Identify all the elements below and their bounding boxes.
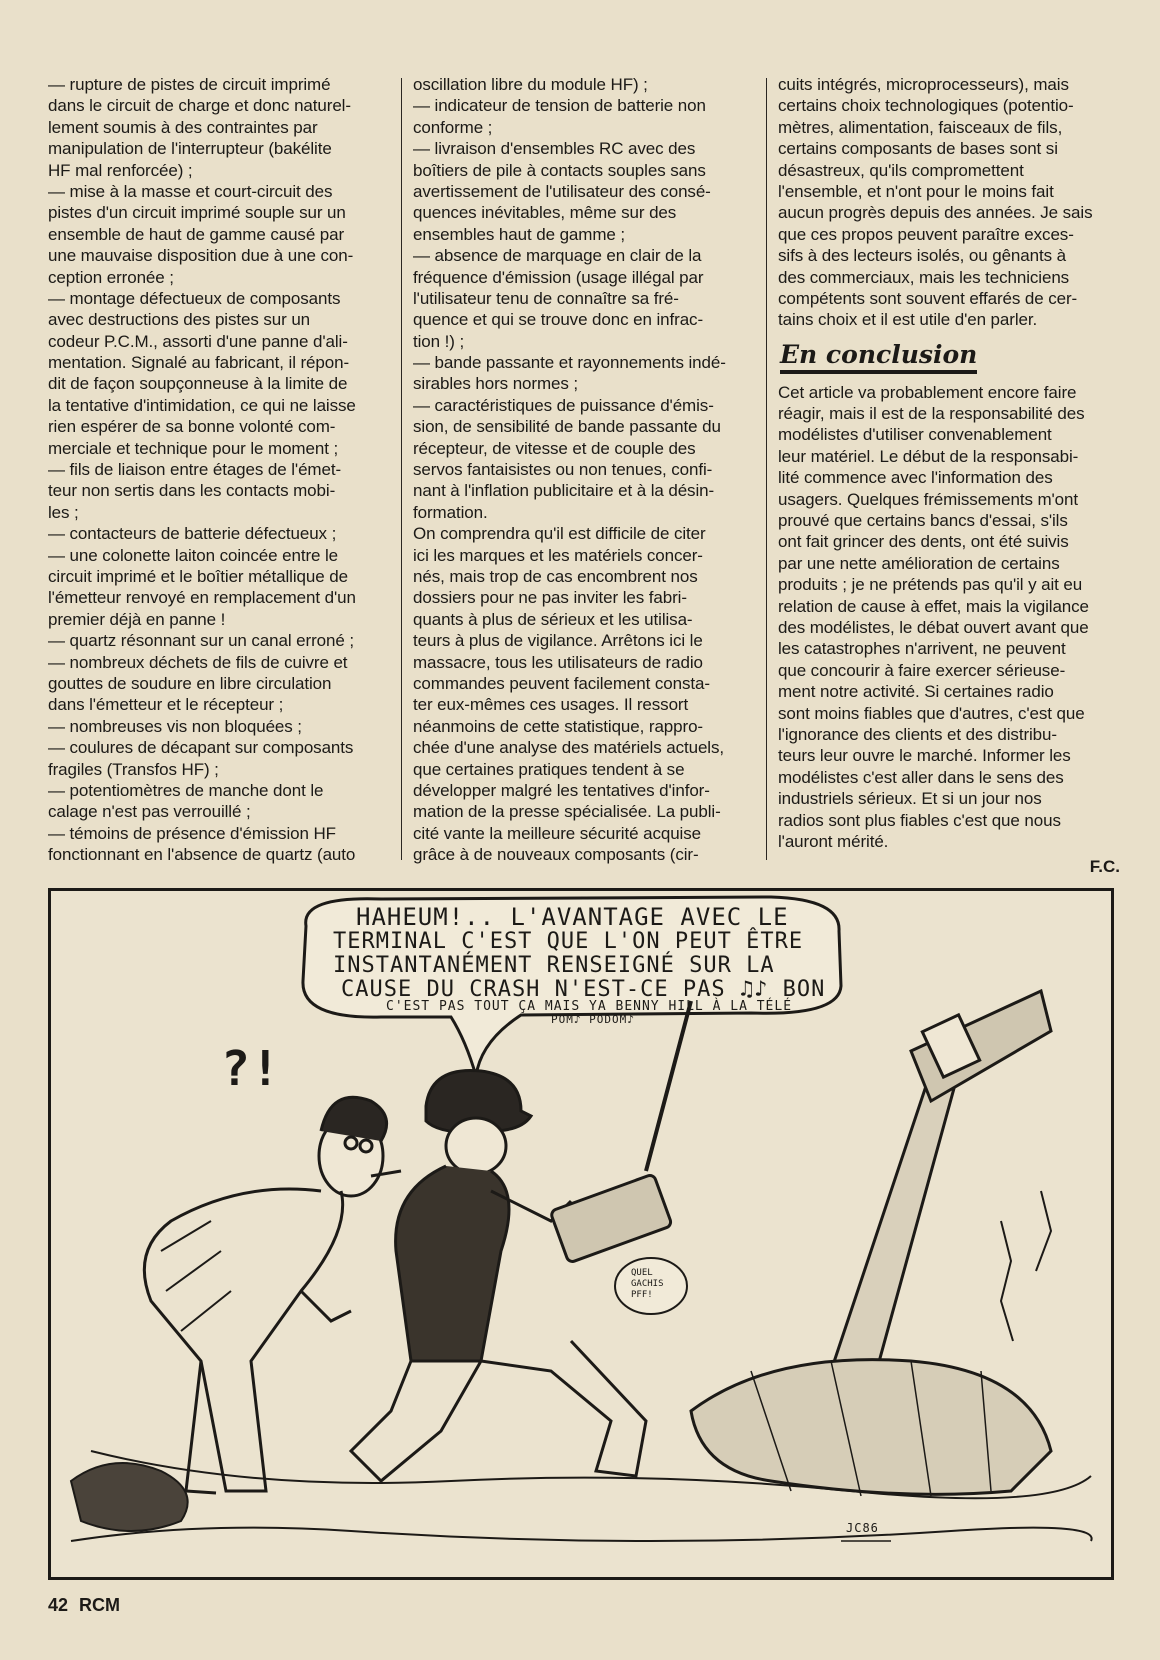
text-line: codeur P.C.M., assorti d'une panne d'ali-: [48, 331, 348, 351]
text-line: ensemble de haut de gamme causé par: [48, 224, 345, 244]
radio-transmitter: [550, 1174, 672, 1263]
text-line: dit de façon soupçonneuse à la limite de: [48, 374, 348, 394]
text-line: leur matériel. Le début de la responsabi-: [778, 446, 1079, 466]
text-line: aucun progrès depuis des années. Je sais: [778, 203, 1093, 223]
text-line: mation de la presse spécialisée. La publi-: [413, 802, 721, 822]
text-line: On comprendra qu'il est difficile de citer: [413, 524, 706, 544]
text-line: sirables hors normes ;: [413, 374, 579, 394]
text-line: chée d'une analyse des matériels actuels,: [413, 738, 724, 758]
text-line: — potentiomètres de manche dont le: [48, 780, 324, 800]
text-line: que concourir à faire exercer sérieuse-: [778, 660, 1066, 680]
text-line: cité vante la meilleure sécurité acquise: [413, 823, 701, 843]
text-line: teur non sertis dans les contacts mobi-: [48, 481, 336, 501]
text-line: oscillation libre du module HF) ;: [413, 75, 648, 94]
exclamation-mark: ?!: [221, 1041, 281, 1097]
text-line: certains composants de bases sont si: [778, 139, 1058, 159]
crouching-man-figure: [351, 1001, 691, 1481]
text-line: néanmoins de cette statistique, rappro-: [413, 716, 703, 736]
small-bubble-text: QUEL GACHIS PFF!: [631, 1268, 664, 1300]
text-line: la tentative d'intimidation, ce qui ne laisse: [48, 395, 356, 415]
text-line: que ces propos peuvent paraître exces-: [778, 224, 1074, 244]
text-line: commandes peuvent facilement consta-: [413, 673, 710, 693]
text-line: des commerciaux, mais les techniciens: [778, 267, 1070, 287]
text-line: avertissement de l'utilisateur des consé-: [413, 181, 711, 201]
text-line: — quartz résonnant sur un canal erroné ;: [48, 631, 354, 651]
text-line: l'utilisateur tenu de connaître sa fré-: [413, 288, 679, 308]
text-line: sion, de sensibilité de bande passante du: [413, 417, 721, 437]
text-line: l'auront mérité.: [778, 831, 889, 851]
text-line: quences inévitables, même sur des: [413, 203, 677, 223]
text-line: l'ignorance des clients et des distribu-: [778, 724, 1057, 744]
text-line: teurs leur ouvre le marché. Informer les: [778, 746, 1071, 766]
artist-signature: JC86: [846, 1521, 879, 1535]
text-line: HF mal renforcée) ;: [48, 160, 193, 180]
article-column-2: [413, 74, 755, 874]
text-line: dans l'émetteur et le récepteur ;: [48, 695, 284, 715]
text-line: quence et qui se trouve donc en infrac-: [413, 310, 704, 330]
bubble-line-2: TERMINAL C'EST QUE L'ON PEUT ÊTRE: [333, 929, 804, 954]
text-line: usagers. Quelques frémissements m'ont: [778, 489, 1079, 509]
text-line: premier déjà en panne !: [48, 609, 226, 629]
text-line: ont fait grincer des dents, ont été suivis: [778, 532, 1069, 552]
text-line: — nombreuses vis non bloquées ;: [48, 716, 302, 736]
text-line: sont moins fiables que d'autres, c'est que: [778, 703, 1085, 723]
text-line: réagir, mais il est de la responsabilité des: [778, 404, 1085, 424]
text-line: que certaines pratiques tendent à se: [413, 759, 685, 779]
text-line: — fils de liaison entre étages de l'émet-: [48, 460, 342, 480]
text-line: prouvé que certains bancs d'essai, s'ils: [778, 511, 1068, 531]
text-line: développer malgré les tentatives d'infor-: [413, 780, 710, 800]
page-number: 42: [48, 1595, 69, 1615]
bubble-line-1: HAHEUM!.. L'AVANTAGE AVEC LE: [356, 903, 789, 931]
antenna: [646, 1001, 691, 1171]
crashed-airplane: [691, 991, 1051, 1496]
bubble-sub-line: C'EST PAS TOUT ÇA MAIS YA BENNY HILL À LA TÉLÉ: [386, 999, 793, 1014]
text-line: cuits intégrés, microprocesseurs), mais: [778, 75, 1069, 94]
text-line: compétents sont souvent effarés de cer-: [778, 288, 1078, 308]
text-line: mètres, alimentation, faisceaux de fils,: [778, 117, 1063, 137]
text-line: quants à plus de sérieux et les utilisa-: [413, 609, 693, 629]
bubble-line-3: INSTANTANÉMENT RENSEIGNÉ SUR LA: [333, 953, 775, 978]
text-line: modélistes c'est aller dans le sens des: [778, 767, 1064, 787]
text-line: ment notre activité. Si certaines radio: [778, 682, 1054, 702]
text-line: calage n'est pas verrouillé ;: [48, 802, 251, 822]
text-line: massacre, tous les utilisateurs de radio: [413, 652, 703, 672]
text-line: — une colonette laiton coincée entre le: [48, 545, 339, 565]
text-line: relation de cause à effet, mais la vigilance: [778, 596, 1089, 616]
cartoon-illustration: [48, 888, 1114, 1580]
text-line: radios sont plus fiables c'est que nous: [778, 810, 1061, 830]
text-line: nant à l'inflation publicitaire et à la désin-: [413, 481, 715, 501]
text-line: tains choix et il est utile d'en parler.: [778, 310, 1038, 330]
text-line: pistes d'un circuit imprimé souple sur un: [48, 203, 346, 223]
text-line: servos fantaisistes ou non tenues, confi-: [413, 460, 713, 480]
article-column-3-bottom: [778, 382, 1120, 853]
text-line: grâce à de nouveaux composants (cir-: [413, 845, 699, 865]
text-line: l'ensemble, et n'ont pour le moins fait: [778, 181, 1054, 201]
text-line: — témoins de présence d'émission HF: [48, 823, 336, 843]
text-line: conforme ;: [413, 117, 493, 137]
text-line: — contacteurs de batterie défectueux ;: [48, 524, 337, 544]
text-line: avec destructions des pistes sur un: [48, 310, 311, 330]
text-line: manipulation de l'interrupteur (bakélite: [48, 139, 332, 159]
text-line: les catastrophes n'arrivent, ne peuvent: [778, 639, 1066, 659]
text-line: — indicateur de tension de batterie non: [413, 96, 706, 116]
text-line: boîtiers de pile à contacts souples sans: [413, 160, 706, 180]
text-line: rien espérer de sa bonne volonté com-: [48, 417, 336, 437]
section-heading: En conclusion: [780, 341, 977, 374]
text-line: teurs à plus de vigilance. Arrêtons ici le: [413, 631, 703, 651]
text-line: fréquence d'émission (usage illégal par: [413, 267, 704, 287]
article-column-3-top: [778, 74, 1120, 331]
text-line: désastreux, qu'ils compromettent: [778, 160, 1024, 180]
magazine-name: RCM: [79, 1595, 121, 1615]
article-column-3: [778, 74, 1120, 877]
text-line: ter eux-mêmes ces usages. Il ressort: [413, 695, 689, 715]
text-line: certains choix technologiques (potentio-: [778, 96, 1074, 116]
text-line: circuit imprimé et le boîtier métallique de: [48, 566, 348, 586]
text-line: — rupture de pistes de circuit imprimé: [48, 75, 331, 94]
page-footer: [48, 1595, 126, 1616]
debris-left: [71, 1463, 188, 1531]
text-line: — bande passante et rayonnements indé-: [413, 353, 726, 373]
text-line: dossiers pour ne pas inviter les fabri-: [413, 588, 687, 608]
text-line: fragiles (Transfos HF) ;: [48, 759, 219, 779]
text-line: dans le circuit de charge et donc naturel-: [48, 96, 351, 116]
bent-man-figure: [144, 1097, 401, 1493]
column-divider: [401, 78, 402, 860]
text-line: récepteur, de vitesse et de couple des: [413, 438, 696, 458]
text-line: modélistes d'utiliser convenablement: [778, 425, 1052, 445]
text-line: produits ; je ne prétends pas qu'il y ait eu: [778, 575, 1083, 595]
author-signature: F.C.: [1089, 857, 1120, 877]
text-line: ici les marques et les matériels concer-: [413, 545, 703, 565]
text-line: des modélistes, le débat ouvert avant que: [778, 617, 1089, 637]
text-line: ception erronée ;: [48, 267, 174, 287]
text-line: — mise à la masse et court-circuit des: [48, 181, 333, 201]
text-line: une mauvaise disposition due à une con-: [48, 246, 354, 266]
text-line: sifs à des lecteurs isolés, ou gênants à: [778, 246, 1066, 266]
text-line: — montage défectueux de composants: [48, 288, 341, 308]
text-line: lité commence avec l'information des: [778, 468, 1053, 488]
text-line: merciale et technique pour le moment ;: [48, 438, 339, 458]
article-columns: [48, 74, 1120, 877]
text-line: — livraison d'ensembles RC avec des: [413, 139, 696, 159]
text-line: par une nette amélioration de certains: [778, 553, 1060, 573]
text-line: — nombreux déchets de fils de cuivre et: [48, 652, 348, 672]
bubble-sub-line-2: POM♪ PODOM♪: [551, 1013, 635, 1026]
column-divider: [766, 78, 767, 860]
text-line: tion !) ;: [413, 331, 465, 351]
text-line: industriels sérieux. Et si un jour nos: [778, 789, 1042, 809]
text-line: fonctionnant en l'absence de quartz (auto: [48, 845, 356, 865]
smoke-lines: [1001, 1191, 1051, 1341]
bubble-line-4: CAUSE DU CRASH N'EST-CE PAS ♫♪ BON: [341, 977, 826, 1002]
text-line: ensembles haut de gamme ;: [413, 224, 626, 244]
text-line: — caractéristiques de puissance d'émis-: [413, 395, 714, 415]
text-line: formation.: [413, 502, 488, 522]
text-line: mentation. Signalé au fabricant, il répon-: [48, 353, 350, 373]
text-line: l'émetteur renvoyé en remplacement d'un: [48, 588, 356, 608]
text-line: nés, mais trop de cas encombrent nos: [413, 566, 698, 586]
text-line: lement soumis à des contraintes par: [48, 117, 318, 137]
article-column-1: [48, 74, 390, 874]
text-line: gouttes de soudure en libre circulation: [48, 673, 332, 693]
text-line: les ;: [48, 502, 79, 522]
text-line: Cet article va probablement encore faire: [778, 382, 1077, 402]
text-line: — coulures de décapant sur composants: [48, 738, 354, 758]
text-line: — absence de marquage en clair de la: [413, 246, 702, 266]
